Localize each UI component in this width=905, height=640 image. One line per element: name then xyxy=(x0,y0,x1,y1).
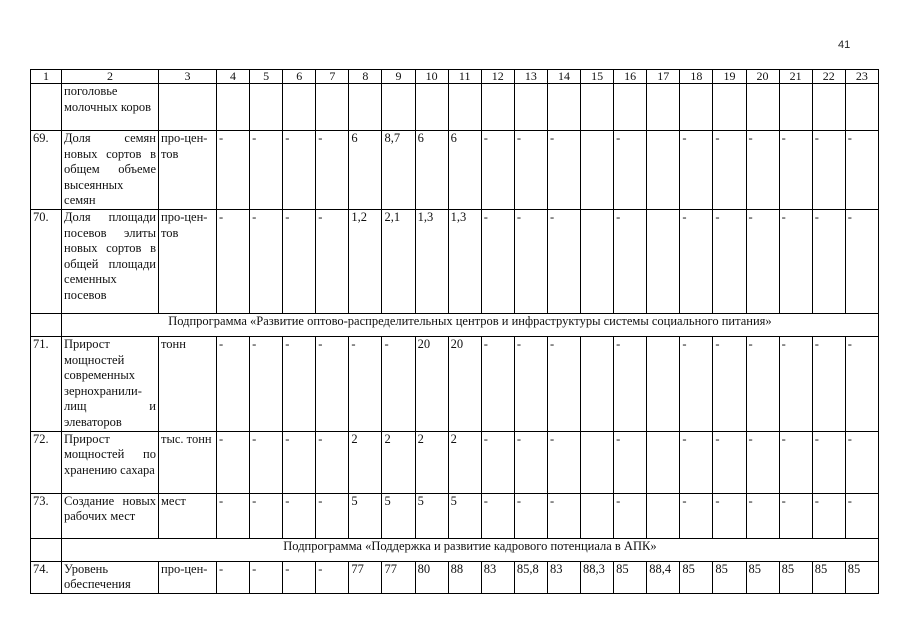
value-cell: 85 xyxy=(779,561,812,593)
column-number: 11 xyxy=(448,70,481,84)
indicator-name: Прирост мощностей современных зернохранили-лищ и элеваторов xyxy=(62,336,159,431)
value-cell: - xyxy=(283,493,316,538)
value-cell: 85 xyxy=(845,561,878,593)
value-cell xyxy=(845,84,878,131)
value-cell: 85 xyxy=(680,561,713,593)
value-cell: - xyxy=(283,336,316,431)
value-cell: - xyxy=(217,493,250,538)
column-number: 19 xyxy=(713,70,746,84)
value-cell: 80 xyxy=(415,561,448,593)
value-cell: - xyxy=(779,336,812,431)
row-number: 70. xyxy=(31,209,62,313)
value-cell: - xyxy=(680,493,713,538)
page-number: 41 xyxy=(838,39,851,51)
value-cell: - xyxy=(547,336,580,431)
indicator-row xyxy=(31,209,879,313)
header-row xyxy=(31,70,879,84)
value-cell: - xyxy=(316,431,349,493)
value-cell xyxy=(514,84,547,131)
unit-of-measure: про-цен-тов xyxy=(159,209,217,313)
value-cell: - xyxy=(547,431,580,493)
value-cell: 5 xyxy=(382,493,415,538)
value-cell: 88 xyxy=(448,561,481,593)
value-cell: - xyxy=(514,336,547,431)
subprogram-heading: Подпрограмма «Развитие оптово-распределительных центров и инфраструктуры системы социального питания» xyxy=(62,313,879,336)
indicator-row xyxy=(31,431,879,493)
value-cell: 85 xyxy=(614,561,647,593)
value-cell: 2 xyxy=(382,431,415,493)
value-cell: 1,3 xyxy=(448,209,481,313)
value-cell: - xyxy=(779,131,812,210)
unit-of-measure: тыс. тонн xyxy=(159,431,217,493)
value-cell: - xyxy=(481,493,514,538)
value-cell: 88,4 xyxy=(647,561,680,593)
column-number: 17 xyxy=(647,70,680,84)
value-cell: - xyxy=(514,131,547,210)
value-cell xyxy=(647,493,680,538)
column-number: 10 xyxy=(415,70,448,84)
value-cell: - xyxy=(680,131,713,210)
value-cell: 20 xyxy=(415,336,448,431)
value-cell: - xyxy=(316,336,349,431)
indicator-name: поголовье молочных коров xyxy=(62,84,159,131)
value-cell xyxy=(481,84,514,131)
column-number: 1 xyxy=(31,70,62,84)
value-cell xyxy=(647,336,680,431)
value-cell: 5 xyxy=(448,493,481,538)
value-cell: - xyxy=(779,493,812,538)
value-cell: - xyxy=(250,209,283,313)
value-cell: 2,1 xyxy=(382,209,415,313)
indicator-name: Доля семян новых сортов в общем объеме высеянных семян xyxy=(62,131,159,210)
column-number: 21 xyxy=(779,70,812,84)
value-cell: 6 xyxy=(448,131,481,210)
value-cell: 77 xyxy=(349,561,382,593)
value-cell: - xyxy=(547,493,580,538)
value-cell: - xyxy=(481,131,514,210)
column-number: 23 xyxy=(845,70,878,84)
column-number: 22 xyxy=(812,70,845,84)
value-cell: - xyxy=(217,131,250,210)
value-cell xyxy=(680,84,713,131)
value-cell: 77 xyxy=(382,561,415,593)
value-cell xyxy=(581,431,614,493)
value-cell: - xyxy=(680,431,713,493)
column-number: 3 xyxy=(159,70,217,84)
value-cell: - xyxy=(746,493,779,538)
value-cell: - xyxy=(382,336,415,431)
value-cell: - xyxy=(514,431,547,493)
column-number: 4 xyxy=(217,70,250,84)
column-number: 14 xyxy=(547,70,580,84)
value-cell: - xyxy=(713,209,746,313)
unit-of-measure xyxy=(159,84,217,131)
unit-of-measure: тонн xyxy=(159,336,217,431)
indicator-row xyxy=(31,131,879,210)
column-number: 7 xyxy=(316,70,349,84)
value-cell: - xyxy=(614,493,647,538)
value-cell: - xyxy=(713,336,746,431)
value-cell xyxy=(283,84,316,131)
value-cell: - xyxy=(845,336,878,431)
indicator-row xyxy=(31,561,879,593)
indicator-row xyxy=(31,336,879,431)
heading-number-cell xyxy=(31,313,62,336)
value-cell: - xyxy=(713,493,746,538)
value-cell xyxy=(647,431,680,493)
value-cell: 5 xyxy=(415,493,448,538)
value-cell: 85 xyxy=(812,561,845,593)
column-number: 20 xyxy=(746,70,779,84)
column-number: 2 xyxy=(62,70,159,84)
subprogram-heading: Подпрограмма «Поддержка и развитие кадрового потенциала в АПК» xyxy=(62,538,879,561)
indicator-table xyxy=(30,69,879,594)
row-number: 71. xyxy=(31,336,62,431)
column-number: 5 xyxy=(250,70,283,84)
value-cell xyxy=(713,84,746,131)
value-cell xyxy=(746,84,779,131)
indicator-row xyxy=(31,84,879,131)
value-cell: - xyxy=(217,431,250,493)
value-cell: 20 xyxy=(448,336,481,431)
value-cell: 88,3 xyxy=(581,561,614,593)
value-cell: - xyxy=(514,493,547,538)
indicator-name: Создание новых рабочих мест xyxy=(62,493,159,538)
value-cell: - xyxy=(614,336,647,431)
subprogram-heading-row xyxy=(31,538,879,561)
value-cell: - xyxy=(812,209,845,313)
value-cell: - xyxy=(812,431,845,493)
value-cell: - xyxy=(283,209,316,313)
indicator-name: Прирост мощностей по хранению сахара xyxy=(62,431,159,493)
column-number: 13 xyxy=(514,70,547,84)
value-cell: - xyxy=(812,336,845,431)
value-cell xyxy=(581,493,614,538)
heading-number-cell xyxy=(31,538,62,561)
value-cell xyxy=(448,84,481,131)
row-number: 74. xyxy=(31,561,62,593)
value-cell: - xyxy=(481,431,514,493)
value-cell: - xyxy=(614,431,647,493)
indicator-name: Уровень обеспечения xyxy=(62,561,159,593)
value-cell: - xyxy=(217,336,250,431)
value-cell: - xyxy=(316,209,349,313)
value-cell: - xyxy=(812,493,845,538)
column-number: 16 xyxy=(614,70,647,84)
value-cell xyxy=(647,131,680,210)
value-cell xyxy=(217,84,250,131)
value-cell: 2 xyxy=(349,431,382,493)
unit-of-measure: про-цен- xyxy=(159,561,217,593)
value-cell: 2 xyxy=(448,431,481,493)
value-cell: - xyxy=(250,131,283,210)
value-cell: 8,7 xyxy=(382,131,415,210)
value-cell: - xyxy=(746,431,779,493)
value-cell: - xyxy=(349,336,382,431)
value-cell xyxy=(647,209,680,313)
value-cell: 1,2 xyxy=(349,209,382,313)
value-cell: - xyxy=(845,131,878,210)
value-cell: 6 xyxy=(415,131,448,210)
value-cell xyxy=(647,84,680,131)
unit-of-measure: мест xyxy=(159,493,217,538)
value-cell: - xyxy=(680,209,713,313)
row-number xyxy=(31,84,62,131)
subprogram-heading-row xyxy=(31,313,879,336)
value-cell: 6 xyxy=(349,131,382,210)
value-cell: - xyxy=(316,493,349,538)
value-cell xyxy=(415,84,448,131)
value-cell: 85,8 xyxy=(514,561,547,593)
value-cell: - xyxy=(481,209,514,313)
value-cell: - xyxy=(283,131,316,210)
row-number: 73. xyxy=(31,493,62,538)
value-cell: 85 xyxy=(713,561,746,593)
value-cell: 83 xyxy=(547,561,580,593)
value-cell xyxy=(547,84,580,131)
value-cell: 2 xyxy=(415,431,448,493)
value-cell: 83 xyxy=(481,561,514,593)
column-number: 8 xyxy=(349,70,382,84)
value-cell xyxy=(581,84,614,131)
value-cell: 1,3 xyxy=(415,209,448,313)
value-cell: - xyxy=(250,336,283,431)
row-number: 69. xyxy=(31,131,62,210)
value-cell xyxy=(779,84,812,131)
value-cell: - xyxy=(746,131,779,210)
value-cell xyxy=(581,131,614,210)
value-cell: - xyxy=(250,561,283,593)
value-cell: - xyxy=(614,209,647,313)
value-cell: - xyxy=(250,493,283,538)
value-cell: - xyxy=(316,561,349,593)
value-cell: - xyxy=(713,131,746,210)
column-number: 9 xyxy=(382,70,415,84)
value-cell: 5 xyxy=(349,493,382,538)
value-cell: - xyxy=(845,493,878,538)
column-number: 12 xyxy=(481,70,514,84)
value-cell: - xyxy=(779,209,812,313)
value-cell: - xyxy=(779,431,812,493)
value-cell xyxy=(581,209,614,313)
value-cell xyxy=(812,84,845,131)
value-cell xyxy=(614,84,647,131)
column-number: 15 xyxy=(581,70,614,84)
value-cell: - xyxy=(547,209,580,313)
value-cell: - xyxy=(680,336,713,431)
value-cell: - xyxy=(547,131,580,210)
value-cell: - xyxy=(713,431,746,493)
value-cell: - xyxy=(217,561,250,593)
value-cell xyxy=(382,84,415,131)
row-number: 72. xyxy=(31,431,62,493)
value-cell: - xyxy=(316,131,349,210)
value-cell: - xyxy=(250,431,283,493)
value-cell: - xyxy=(746,336,779,431)
value-cell: - xyxy=(283,431,316,493)
value-cell xyxy=(250,84,283,131)
value-cell: - xyxy=(514,209,547,313)
value-cell: - xyxy=(481,336,514,431)
value-cell: - xyxy=(614,131,647,210)
indicator-name: Доля площади посевов элиты новых сортов в общей площади семенных посевов xyxy=(62,209,159,313)
value-cell: - xyxy=(746,209,779,313)
value-cell xyxy=(581,336,614,431)
column-number: 6 xyxy=(283,70,316,84)
value-cell xyxy=(349,84,382,131)
value-cell: - xyxy=(217,209,250,313)
value-cell: - xyxy=(845,431,878,493)
indicator-row xyxy=(31,493,879,538)
value-cell: - xyxy=(845,209,878,313)
value-cell: 85 xyxy=(746,561,779,593)
value-cell xyxy=(316,84,349,131)
value-cell: - xyxy=(283,561,316,593)
unit-of-measure: про-цен-тов xyxy=(159,131,217,210)
column-number: 18 xyxy=(680,70,713,84)
value-cell: - xyxy=(812,131,845,210)
